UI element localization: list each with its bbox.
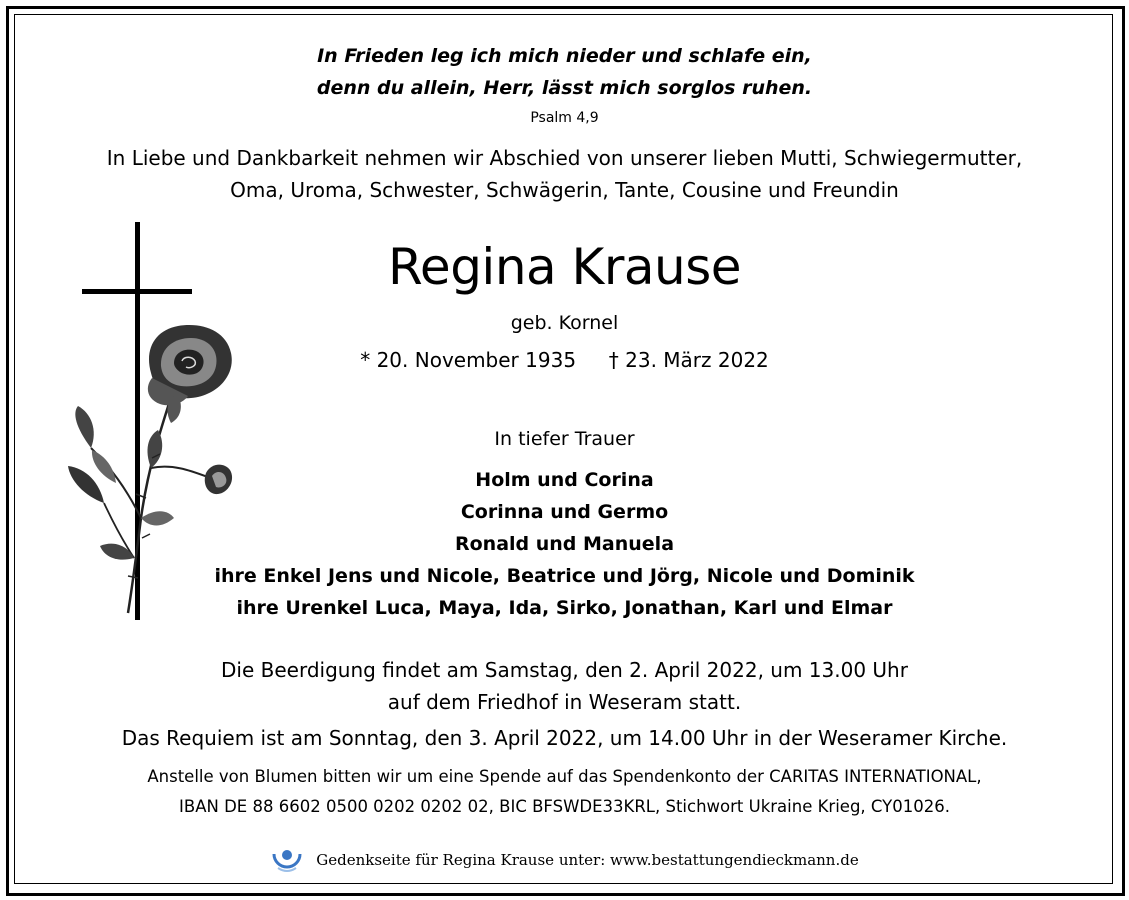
mourner-line: Corinna und Germo — [460, 501, 669, 523]
mourning-heading: In tiefer Trauer — [494, 428, 635, 450]
funeral-line-2: auf dem Friedhof in Weseram statt. — [387, 690, 742, 714]
verse-line-2: denn du allein, Herr, lässt mich sorglos ruhen. — [316, 77, 813, 99]
intro-line-2: Oma, Uroma, Schwester, Schwägerin, Tante, Cousine und Freundin — [230, 178, 899, 202]
birth-name: geb. Kornel — [510, 312, 619, 334]
death-date: † 23. März 2022 — [608, 348, 769, 372]
memorial-logo-icon — [270, 846, 304, 874]
funeral-line-1: Die Beerdigung findet am Samstag, den 2. April 2022, um 13.00 Uhr — [221, 658, 908, 682]
memorial-footer — [0, 846, 1129, 874]
verse-line-1: In Frieden leg ich mich nieder und schlafe ein, — [317, 45, 812, 67]
donation-line-1: Anstelle von Blumen bitten wir um eine Spende auf das Spendenkonto der CARITAS INTERNATIONAL, — [147, 767, 982, 786]
verse-reference: Psalm 4,9 — [530, 110, 599, 126]
deceased-name: Regina Krause — [387, 238, 742, 296]
mourner-line: ihre Urenkel Luca, Maya, Ida, Sirko, Jonathan, Karl und Elmar — [236, 597, 893, 619]
requiem-line: Das Requiem ist am Sonntag, den 3. April 2022, um 14.00 Uhr in der Weseramer Kirche. — [121, 726, 1008, 750]
mourner-line: Ronald und Manuela — [454, 533, 675, 555]
donation-line-2: IBAN DE 88 6602 0500 0202 0202 02, BIC BFSWDE33KRL, Stichwort Ukraine Krieg, CY01026. — [179, 797, 950, 816]
mourner-line: Holm und Corina — [475, 469, 654, 491]
intro-line-1: In Liebe und Dankbarkeit nehmen wir Abschied von unserer lieben Mutti, Schwiegermutter, — [106, 146, 1023, 170]
memorial-page-link[interactable]: Gedenkseite für Regina Krause unter: www.bestattungendieckmann.de — [316, 851, 859, 869]
mourner-line: ihre Enkel Jens und Nicole, Beatrice und Jörg, Nicole und Dominik — [214, 565, 915, 587]
cross-with-rose-icon — [56, 218, 256, 628]
birth-date: * 20. November 1935 — [360, 348, 577, 372]
